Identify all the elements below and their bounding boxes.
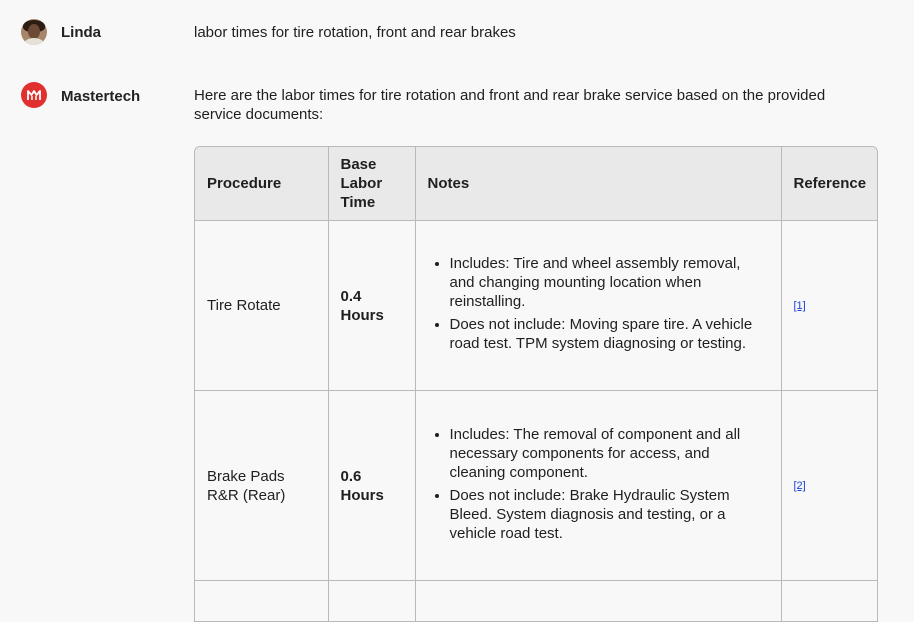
- header-notes: Notes: [415, 147, 781, 221]
- header-reference: Reference: [781, 147, 877, 221]
- header-labor-time-label: Base Labor Time: [340, 156, 383, 211]
- user-avatar: [21, 19, 47, 45]
- user-sender-name: Linda: [61, 24, 101, 41]
- cell-reference: [781, 581, 877, 622]
- reference-link[interactable]: [1]: [793, 300, 806, 312]
- cell-notes: [415, 391, 781, 581]
- mastertech-logo-icon: [21, 82, 47, 108]
- cell-reference: [781, 391, 877, 581]
- note-excludes: • Does not include: Brake Hydraulic System Bleed. System diagnosis and testing, or a vehicle road test.: [450, 486, 769, 543]
- header-procedure: Procedure: [195, 147, 328, 221]
- cell-labor-time: [328, 581, 415, 622]
- table-header-row: [195, 147, 877, 221]
- table-row: [195, 391, 877, 581]
- note-excludes: • Does not include: Moving spare tire. A vehicle road test. TPM system diagnosing or testing.: [450, 315, 769, 353]
- reference-link[interactable]: [2]: [793, 480, 806, 492]
- cell-labor-time: [328, 221, 415, 391]
- cell-procedure: Brake Pads R&R (Rear): [195, 391, 328, 581]
- user-message-text: labor times for tire rotation, front and rear brakes: [194, 24, 516, 41]
- notes-list: [428, 254, 769, 353]
- cell-notes: [415, 581, 781, 622]
- labor-time-value: 0.6 Hours: [340, 467, 384, 504]
- table-row: [195, 221, 877, 391]
- table-row: [195, 581, 877, 622]
- cell-procedure: [195, 581, 328, 622]
- cell-labor-time: [328, 391, 415, 581]
- note-includes: • Includes: The removal of component and all necessary components for access, and cleaning component.: [450, 425, 769, 482]
- notes-list: [428, 425, 769, 543]
- cell-notes: [415, 221, 781, 391]
- labor-time-value: 0.4 Hours: [340, 287, 384, 324]
- cell-reference: [781, 221, 877, 391]
- note-includes: • Includes: Tire and wheel assembly removal, and changing mounting location when reinstalling.: [450, 254, 769, 311]
- header-labor-time: [328, 147, 415, 221]
- cell-procedure: Tire Rotate: [195, 221, 328, 391]
- bot-intro-text: Here are the labor times for tire rotation and front and rear brake service based on the provided service documents:: [194, 87, 826, 123]
- bot-sender-name: Mastertech: [61, 88, 141, 105]
- labor-times-table: [194, 146, 878, 622]
